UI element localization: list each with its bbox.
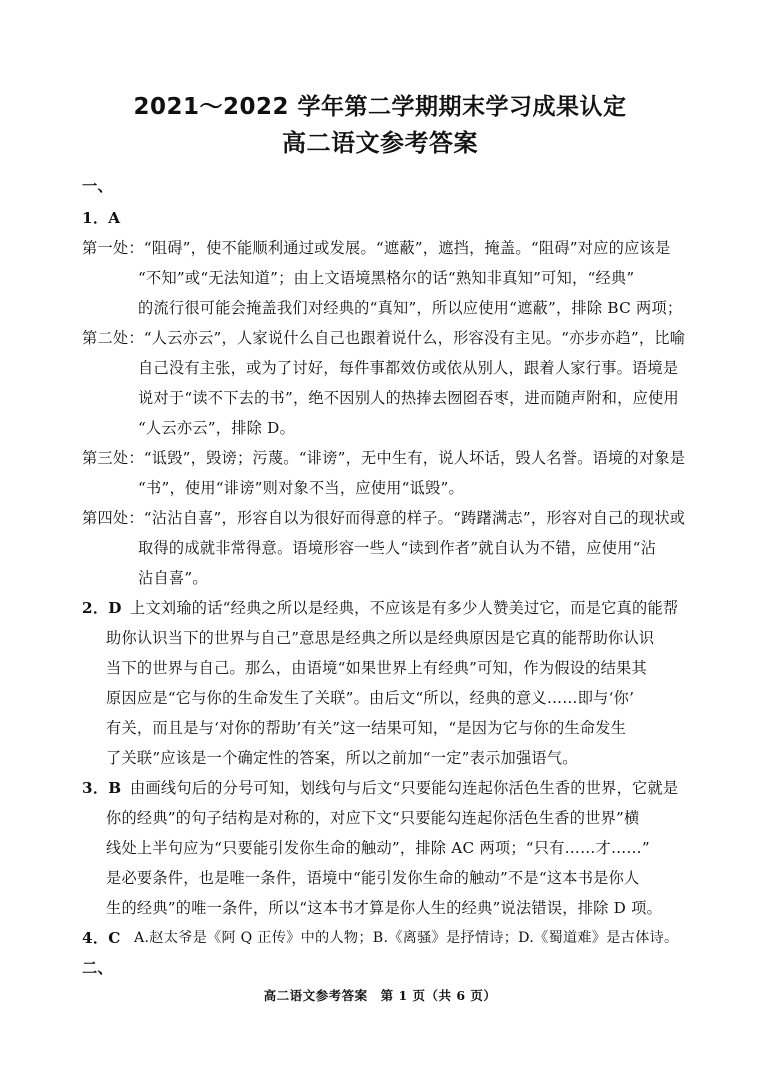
text-line: 上文刘瑜的话“经典之所以是经典，不应该是有多少人赞美过它，而是它真的能帮 [130, 599, 679, 617]
page-footer: 高二语文参考答案 第 1 页（共 6 页） [263, 988, 497, 1003]
section-heading-2: 二、 [82, 959, 113, 977]
document-subtitle: 高二语文参考答案 [282, 129, 478, 157]
text-line: 当下的世界与自己。那么，由语境“如果世界上有经典”可知，作为假设的结果其 [106, 659, 647, 677]
text-line: “书”，使用“诽谤”则对象不当，应使用“诋毁”。 [138, 479, 464, 497]
text-line: 说对于“读不下去的书”，绝不因别人的热捧去囫囵吞枣，进而随声附和，应使用 [138, 389, 679, 407]
text-line: 原因应是“它与你的生命发生了关联”。由后文“所以，经典的意义……即与‘你’ [106, 689, 635, 707]
document-title: 2021～2022 学年第二学期期末学习成果认定 [133, 94, 627, 120]
text-line: “人云亦云”，排除 D。 [138, 419, 296, 437]
text-line: 的流行很可能会掩盖我们对经典的“真知”，所以应使用“遮蔽”，排除 BC 两项； [138, 299, 683, 317]
text-line: 是必要条件，也是唯一条件，语境中“能引发你生命的触动”不是“这本书是你人 [106, 869, 640, 887]
text-line: 沾自喜”。 [138, 569, 208, 587]
text-line: 第二处：“人云亦云”，人家说什么自己也跟着说什么，形容没有主见。“亦步亦趋”，比喻 [82, 329, 686, 347]
text-line: 第一处：“阻碍”，使不能顺利通过或发展。“遮蔽”，遮挡，掩盖。“阻碍”对应的应该是 [82, 239, 671, 257]
text-line: 第四处：“沾沾自喜”，形容自以为很好而得意的样子。“踌躇满志”，形容对自己的现状或 [82, 509, 686, 527]
q2-answer: 2．D [82, 599, 122, 617]
text-line: 助你认识当下的世界与自己”意思是经典之所以是经典原因是它真的能帮助你认识 [106, 629, 655, 647]
q4-explanation: A.赵太爷是《阿 Q 正传》中的人物；B.《离骚》是抒情诗；D.《蜀道难》是古体诗。 [134, 930, 679, 946]
text-line: “不知”或“无法知道”；由上文语境黑格尔的话“熟知非真知”可知，“经典” [138, 269, 635, 287]
q4-answer: 4．C [82, 929, 121, 947]
text-line: 生的经典”的唯一条件，所以“这本书才算是你人生的经典”说法错误，排除 D 项。 [106, 899, 663, 917]
q1-answer: 1．A [82, 209, 121, 227]
section-heading-1: 一、 [82, 177, 113, 195]
text-line: 自己没有主张，或为了讨好，每件事都效仿或依从别人，跟着人家行事。语境是 [138, 359, 679, 377]
text-line: 了关联”应该是一个确定性的答案，所以之前加“一定”表示加强语气。 [106, 749, 578, 767]
text-line: 第三处：“诋毁”，毁谤；污蔑。“诽谤”，无中生有，说人坏话，毁人名誉。语境的对象是 [82, 449, 686, 467]
q3-answer: 3．B [82, 779, 122, 797]
text-line: 你的经典”的句子结构是对称的，对应下文“只要能勾连起你活色生香的世界”横 [106, 809, 640, 827]
text-line: 有关，而且是与‘对你的帮助’有关”这一结果可知，“是因为它与你的生命发生 [106, 719, 627, 737]
text-line: 取得的成就非常得意。语境形容一些人“读到作者”就自认为不错，应使用“沾 [138, 539, 657, 557]
text-line: 由画线句后的分号可知，划线句与后文“只要能勾连起你活色生香的世界，它就是 [130, 779, 679, 797]
text-line: 线处上半句应为“只要能引发你生命的触动”，排除 AC 两项；“只有……才……” [106, 839, 650, 857]
